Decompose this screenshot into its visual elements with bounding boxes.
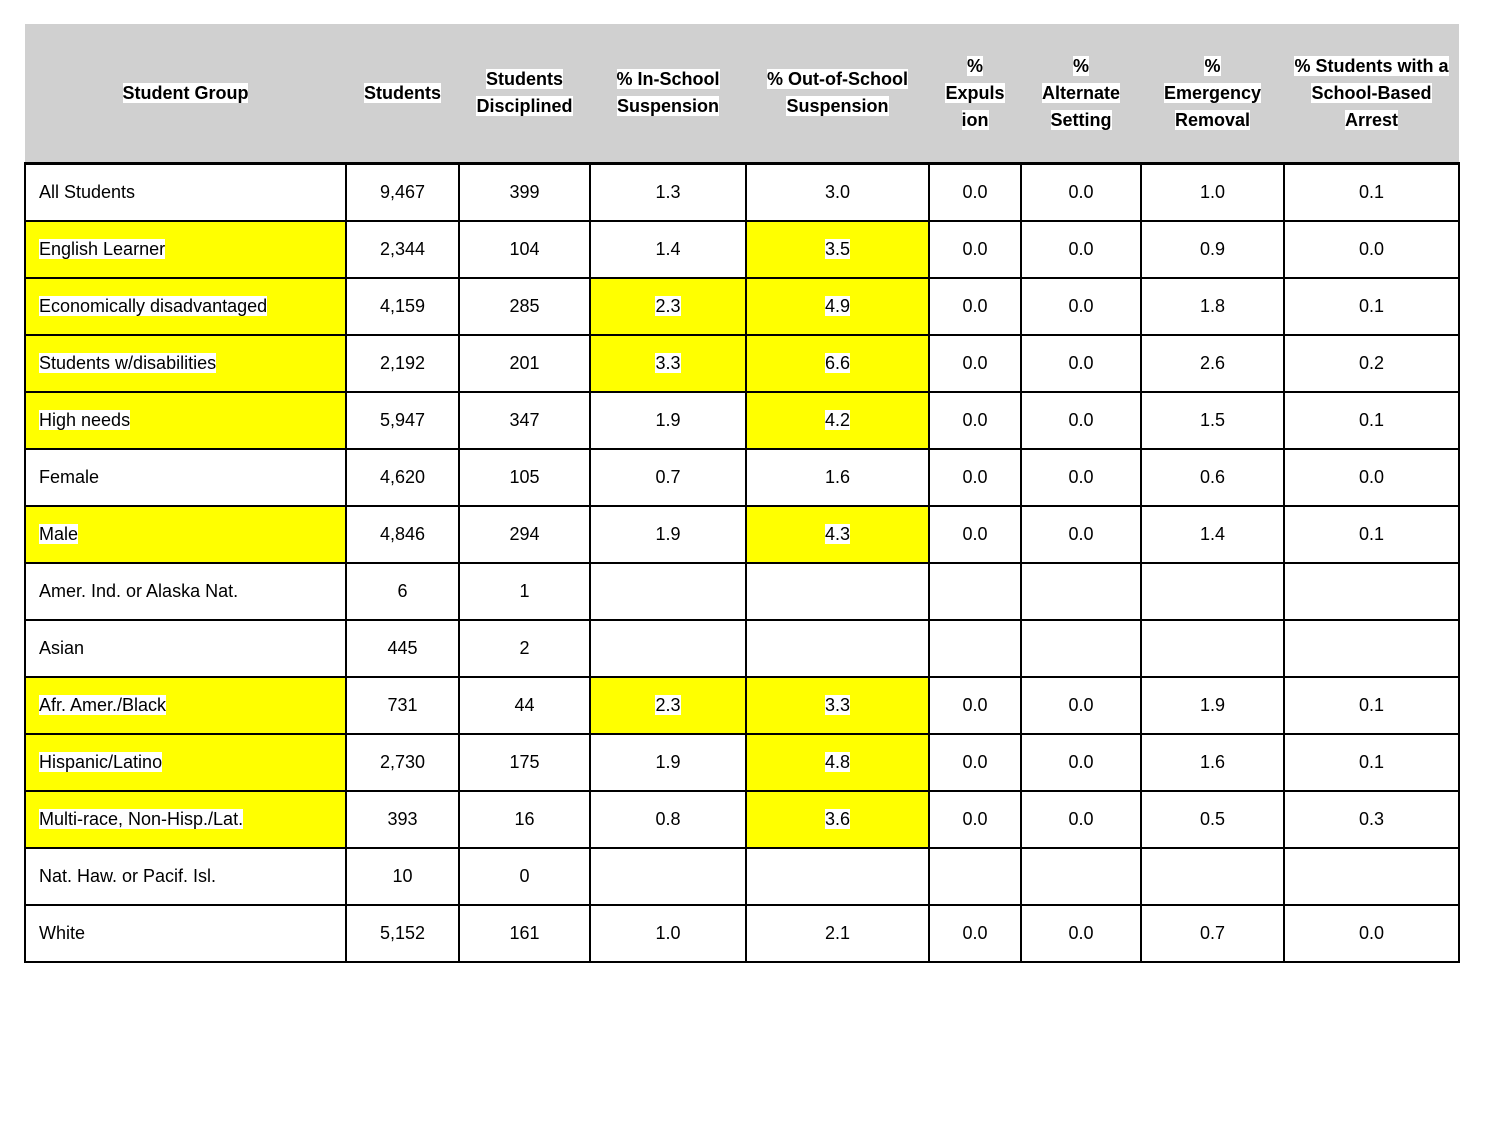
cell-expulsion [929, 905, 1021, 962]
cell-value: 1.9 [655, 752, 681, 772]
cell-emergency [1141, 563, 1284, 620]
student-group-cell [25, 848, 346, 905]
table-header [25, 24, 1459, 164]
cell-value: 4.2 [824, 410, 851, 430]
student-group-cell [25, 734, 346, 791]
cell-emergency [1141, 335, 1284, 392]
cell-value: 0.1 [1358, 410, 1385, 430]
cell-disciplined [459, 734, 590, 791]
cell-arrest [1284, 164, 1459, 222]
cell-expulsion [929, 221, 1021, 278]
cell-value: 0.0 [1358, 923, 1385, 943]
student-group-cell [25, 905, 346, 962]
cell-value: 2,730 [379, 752, 426, 772]
cell-students [346, 164, 459, 222]
cell-disciplined [459, 791, 590, 848]
cell-value: 16 [514, 809, 535, 829]
cell-disciplined [459, 335, 590, 392]
cell-emergency [1141, 164, 1284, 222]
cell-value: 0.7 [1199, 923, 1226, 943]
cell-value: 2.6 [1199, 353, 1226, 373]
cell-value: 1.0 [655, 923, 681, 943]
cell-expulsion [929, 506, 1021, 563]
cell-value: High needs [39, 410, 131, 430]
cell-value: 1.4 [1199, 524, 1226, 544]
cell-value: 393 [387, 809, 418, 829]
header-row [25, 24, 1459, 164]
cell-value: 731 [387, 695, 418, 715]
cell-value: 0.0 [1068, 695, 1094, 715]
cell-value: 6.6 [824, 353, 851, 373]
cell-value: 0.1 [1358, 182, 1385, 202]
student-group-cell [25, 677, 346, 734]
cell-expulsion [929, 392, 1021, 449]
cell-arrest [1284, 335, 1459, 392]
column-header-emergency [1141, 24, 1284, 164]
cell-expulsion [929, 677, 1021, 734]
cell-value: 0.0 [962, 410, 988, 430]
cell-alternate [1021, 620, 1141, 677]
cell-value: 0.0 [1068, 923, 1094, 943]
cell-out_school [746, 278, 929, 335]
cell-value: 3.3 [655, 353, 681, 373]
cell-value: 1.9 [1199, 695, 1226, 715]
cell-value: 0.0 [962, 752, 988, 772]
cell-students [346, 506, 459, 563]
cell-arrest [1284, 563, 1459, 620]
cell-students [346, 392, 459, 449]
cell-alternate [1021, 905, 1141, 962]
cell-value: 1.4 [655, 239, 681, 259]
cell-arrest [1284, 221, 1459, 278]
student-group-cell [25, 506, 346, 563]
cell-value: 1 [519, 581, 530, 601]
cell-value: 1.5 [1199, 410, 1226, 430]
cell-emergency [1141, 506, 1284, 563]
cell-disciplined [459, 449, 590, 506]
cell-arrest [1284, 506, 1459, 563]
cell-emergency [1141, 677, 1284, 734]
cell-value: 201 [509, 353, 540, 373]
student-group-cell [25, 164, 346, 222]
cell-value: 3.6 [824, 809, 851, 829]
table-row [25, 335, 1459, 392]
cell-students [346, 791, 459, 848]
cell-expulsion [929, 848, 1021, 905]
cell-alternate [1021, 449, 1141, 506]
cell-disciplined [459, 221, 590, 278]
cell-emergency [1141, 221, 1284, 278]
cell-alternate [1021, 506, 1141, 563]
cell-value: 2.1 [824, 923, 851, 943]
column-header-label: Students Disciplined [476, 69, 573, 116]
cell-out_school [746, 335, 929, 392]
cell-value: 0.0 [1358, 239, 1385, 259]
cell-value: 285 [509, 296, 540, 316]
cell-value: 4.9 [824, 296, 851, 316]
cell-value: 0.0 [1068, 809, 1094, 829]
cell-value: 0.0 [962, 182, 988, 202]
cell-expulsion [929, 563, 1021, 620]
cell-value: 2,192 [379, 353, 426, 373]
cell-value: 6 [397, 581, 408, 601]
cell-value: 0.1 [1358, 752, 1385, 772]
table-row [25, 620, 1459, 677]
cell-value: 0.0 [1068, 467, 1094, 487]
cell-value: 175 [509, 752, 540, 772]
cell-value: White [39, 923, 86, 943]
cell-out_school [746, 392, 929, 449]
cell-value: 1.0 [1199, 182, 1226, 202]
table-row [25, 905, 1459, 962]
cell-in_school [590, 278, 746, 335]
cell-out_school [746, 563, 929, 620]
cell-value: 5,947 [379, 410, 426, 430]
cell-students [346, 278, 459, 335]
column-header-label: % Out-of-School Suspension [767, 69, 908, 116]
column-header-alternate [1021, 24, 1141, 164]
cell-value: 44 [514, 695, 535, 715]
cell-disciplined [459, 677, 590, 734]
cell-arrest [1284, 677, 1459, 734]
cell-arrest [1284, 791, 1459, 848]
cell-value: Female [39, 467, 100, 487]
cell-value: 4,159 [379, 296, 426, 316]
cell-value: 4.3 [824, 524, 851, 544]
cell-value: 1.6 [1199, 752, 1226, 772]
cell-value: 0.0 [1358, 467, 1385, 487]
cell-value: 0.3 [1358, 809, 1385, 829]
cell-arrest [1284, 449, 1459, 506]
cell-out_school [746, 677, 929, 734]
cell-value: 1.6 [824, 467, 851, 487]
column-header-label: % Alternate Setting [1041, 55, 1121, 130]
cell-alternate [1021, 791, 1141, 848]
cell-value: 1.8 [1199, 296, 1226, 316]
column-header-label: % Students with a School-Based Arrest [1294, 55, 1449, 130]
cell-value: 347 [509, 410, 540, 430]
cell-arrest [1284, 392, 1459, 449]
cell-disciplined [459, 563, 590, 620]
column-header-group [25, 24, 346, 164]
cell-value: 3.0 [824, 182, 851, 202]
cell-emergency [1141, 791, 1284, 848]
cell-value: 0.0 [962, 239, 988, 259]
column-header-label: Students [363, 82, 441, 103]
table-row [25, 506, 1459, 563]
column-header-label: % In-School Suspension [616, 69, 720, 116]
cell-value: 0.0 [962, 695, 988, 715]
cell-value: Male [39, 524, 79, 544]
cell-value: 0.0 [962, 353, 988, 373]
cell-value: 0.0 [1068, 410, 1094, 430]
cell-alternate [1021, 278, 1141, 335]
cell-emergency [1141, 449, 1284, 506]
cell-out_school [746, 164, 929, 222]
cell-in_school [590, 791, 746, 848]
cell-alternate [1021, 734, 1141, 791]
cell-value: 0.0 [1068, 524, 1094, 544]
cell-value: Nat. Haw. or Pacif. Isl. [39, 866, 217, 886]
table-row [25, 164, 1459, 222]
cell-value: 4.8 [824, 752, 851, 772]
column-header-out_school [746, 24, 929, 164]
cell-value: 0.0 [1068, 182, 1094, 202]
cell-emergency [1141, 905, 1284, 962]
cell-value: 3.3 [824, 695, 851, 715]
cell-disciplined [459, 905, 590, 962]
cell-value: 0.8 [655, 809, 681, 829]
cell-arrest [1284, 734, 1459, 791]
table-row [25, 848, 1459, 905]
cell-in_school [590, 506, 746, 563]
cell-value: 161 [509, 923, 540, 943]
student-group-cell [25, 335, 346, 392]
cell-value: 0.6 [1199, 467, 1226, 487]
cell-expulsion [929, 164, 1021, 222]
cell-out_school [746, 620, 929, 677]
table-row [25, 734, 1459, 791]
student-group-cell [25, 278, 346, 335]
cell-in_school [590, 848, 746, 905]
cell-disciplined [459, 392, 590, 449]
cell-arrest [1284, 278, 1459, 335]
table-row [25, 392, 1459, 449]
table-row [25, 221, 1459, 278]
cell-value: 0.1 [1358, 695, 1385, 715]
cell-in_school [590, 734, 746, 791]
student-group-cell [25, 620, 346, 677]
cell-expulsion [929, 791, 1021, 848]
cell-value: 105 [509, 467, 540, 487]
cell-arrest [1284, 905, 1459, 962]
cell-emergency [1141, 278, 1284, 335]
cell-out_school [746, 449, 929, 506]
cell-alternate [1021, 335, 1141, 392]
cell-out_school [746, 506, 929, 563]
cell-emergency [1141, 848, 1284, 905]
cell-students [346, 449, 459, 506]
cell-disciplined [459, 164, 590, 222]
cell-value: 0.0 [962, 524, 988, 544]
cell-value: Multi-race, Non-Hisp./Lat. [39, 809, 244, 829]
cell-value: 0.0 [1068, 239, 1094, 259]
cell-in_school [590, 449, 746, 506]
cell-value: 4,620 [379, 467, 426, 487]
cell-value: 3.5 [824, 239, 851, 259]
cell-students [346, 905, 459, 962]
cell-emergency [1141, 392, 1284, 449]
cell-out_school [746, 848, 929, 905]
cell-students [346, 221, 459, 278]
cell-in_school [590, 620, 746, 677]
cell-value: 294 [509, 524, 540, 544]
cell-value: 0.1 [1358, 524, 1385, 544]
cell-emergency [1141, 620, 1284, 677]
table-row [25, 449, 1459, 506]
table-row [25, 677, 1459, 734]
cell-value: 0.1 [1358, 296, 1385, 316]
cell-value: 0.0 [962, 809, 988, 829]
cell-arrest [1284, 848, 1459, 905]
cell-in_school [590, 563, 746, 620]
cell-out_school [746, 905, 929, 962]
cell-value: 1.9 [655, 410, 681, 430]
cell-value: All Students [39, 182, 136, 202]
column-header-disciplined [459, 24, 590, 164]
table-body [25, 164, 1459, 963]
column-header-in_school [590, 24, 746, 164]
cell-emergency [1141, 734, 1284, 791]
table-row [25, 563, 1459, 620]
cell-value: 0 [519, 866, 530, 886]
table-row [25, 791, 1459, 848]
cell-value: 0.2 [1358, 353, 1385, 373]
cell-value: 104 [509, 239, 540, 259]
cell-out_school [746, 734, 929, 791]
column-header-students [346, 24, 459, 164]
cell-in_school [590, 221, 746, 278]
cell-in_school [590, 164, 746, 222]
student-group-cell [25, 221, 346, 278]
cell-expulsion [929, 449, 1021, 506]
cell-value: Economically disadvantaged [39, 296, 268, 316]
cell-value: 0.0 [962, 923, 988, 943]
cell-students [346, 848, 459, 905]
student-group-cell [25, 392, 346, 449]
cell-students [346, 677, 459, 734]
cell-expulsion [929, 278, 1021, 335]
cell-disciplined [459, 848, 590, 905]
student-group-cell [25, 791, 346, 848]
cell-value: 0.5 [1199, 809, 1226, 829]
cell-arrest [1284, 620, 1459, 677]
cell-value: 5,152 [379, 923, 426, 943]
cell-value: 0.0 [1068, 752, 1094, 772]
student-group-cell [25, 449, 346, 506]
cell-value: Students w/disabilities [39, 353, 217, 373]
cell-value: 399 [509, 182, 540, 202]
cell-value: English Learner [39, 239, 166, 259]
cell-value: Asian [39, 638, 85, 658]
cell-alternate [1021, 392, 1141, 449]
cell-value: Afr. Amer./Black [39, 695, 167, 715]
cell-value: 2.3 [655, 296, 681, 316]
cell-alternate [1021, 677, 1141, 734]
column-header-label: Student Group [122, 82, 249, 103]
cell-out_school [746, 221, 929, 278]
cell-alternate [1021, 164, 1141, 222]
cell-value: 0.0 [1068, 353, 1094, 373]
student-group-cell [25, 563, 346, 620]
column-header-arrest [1284, 24, 1459, 164]
column-header-label: % Emergency Removal [1163, 55, 1262, 130]
cell-in_school [590, 392, 746, 449]
cell-in_school [590, 677, 746, 734]
discipline-data-table [24, 24, 1460, 963]
cell-in_school [590, 905, 746, 962]
cell-students [346, 734, 459, 791]
cell-students [346, 563, 459, 620]
cell-value: Hispanic/Latino [39, 752, 163, 772]
cell-in_school [590, 335, 746, 392]
table-row [25, 278, 1459, 335]
cell-value: 4,846 [379, 524, 426, 544]
cell-expulsion [929, 734, 1021, 791]
cell-value: 0.0 [962, 296, 988, 316]
cell-students [346, 335, 459, 392]
cell-value: 10 [392, 866, 413, 886]
cell-disciplined [459, 506, 590, 563]
cell-value: 1.9 [655, 524, 681, 544]
cell-value: 9,467 [379, 182, 426, 202]
column-header-label: % Expuls ion [945, 55, 1005, 130]
cell-value: Amer. Ind. or Alaska Nat. [39, 581, 239, 601]
cell-value: 0.0 [962, 467, 988, 487]
column-header-expulsion [929, 24, 1021, 164]
cell-expulsion [929, 335, 1021, 392]
cell-value: 2,344 [379, 239, 426, 259]
cell-students [346, 620, 459, 677]
cell-value: 0.9 [1199, 239, 1226, 259]
cell-expulsion [929, 620, 1021, 677]
cell-alternate [1021, 848, 1141, 905]
cell-value: 2.3 [655, 695, 681, 715]
cell-value: 1.3 [655, 182, 681, 202]
cell-out_school [746, 791, 929, 848]
cell-value: 445 [387, 638, 418, 658]
cell-value: 0.7 [655, 467, 681, 487]
cell-alternate [1021, 221, 1141, 278]
cell-value: 0.0 [1068, 296, 1094, 316]
cell-alternate [1021, 563, 1141, 620]
cell-disciplined [459, 278, 590, 335]
cell-disciplined [459, 620, 590, 677]
cell-value: 2 [519, 638, 530, 658]
